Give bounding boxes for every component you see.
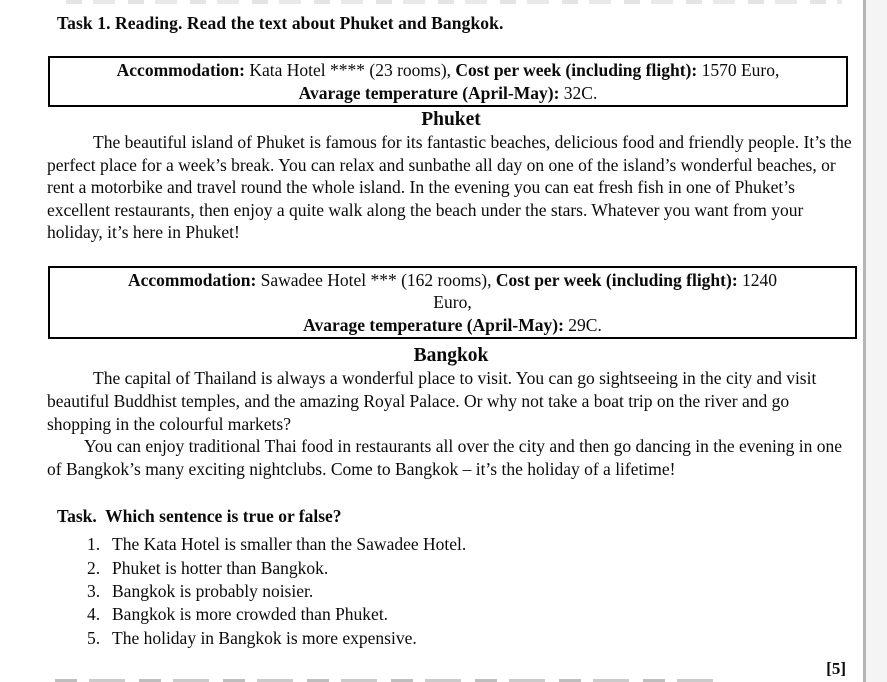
info-box-line — [52, 59, 844, 82]
task-item-text: The Kata Hotel is smaller than the Sawadee Hotel. — [112, 534, 467, 555]
info-box-line — [52, 269, 853, 292]
task-item-2 — [87, 557, 857, 580]
cost-label: Cost per week (including flight): — [495, 269, 738, 290]
task-question-heading: Task. Which sentence is true or false? — [57, 506, 342, 527]
accommodation-value: Kata Hotel **** (23 rooms), — [244, 60, 456, 80]
phuket-paragraph: The beautiful island of Phuket is famous for its fantastic beaches, delicious food and friendly people. It’s the perfect place for a week’s break. You can relax and sunbathe all day on one of the island’s wonderful beaches, or rent a motorbike and travel round the whole island. In the evening you can eat fresh fish in one of Phuket’s excellent restaurants, then enjoy a quite walk along the beach under the stars. Whatever you want from your holiday, it’s here in Phuket! — [47, 132, 852, 243]
task-item-text: Bangkok is more crowded than Phuket. — [112, 604, 389, 625]
temperature-value: 29C. — [563, 314, 602, 335]
info-box-line: Euro, — [433, 292, 472, 313]
task-item-number: 3. — [87, 581, 101, 602]
task-item-number: 5. — [87, 627, 101, 648]
cost-label: Cost per week (including flight): — [455, 60, 698, 80]
info-box-sawadee-hotel — [48, 266, 857, 340]
task-item-3 — [87, 580, 857, 603]
document-content — [47, 0, 857, 650]
cost-value: 1240 — [737, 269, 778, 290]
page-title: Task 1. Reading. Read the text about Phuket and Bangkok. — [57, 13, 504, 33]
temperature-label: Avarage temperature (April-May): — [303, 314, 564, 335]
task-item-number: 4. — [87, 604, 101, 625]
task-item-text: Phuket is hotter than Bangkok. — [112, 557, 329, 578]
app-background — [869, 0, 887, 682]
bangkok-paragraph-1: The capital of Thailand is always a wonderful place to visit. You can go sightseeing in the city and visit beautiful Buddhist temples, and the amazing Royal Palace. Or why not take a boat trip on the river and go shopping in the colourful markets? — [47, 368, 817, 434]
task-item-number: 1. — [87, 534, 101, 555]
section-heading-bangkok: Bangkok — [413, 345, 489, 367]
temperature-value: 32C. — [559, 82, 598, 103]
bangkok-paragraph-2: You can enjoy traditional Thai food in restaurants all over the city and then go dancing in the evening in one of Bangkok’s many exciting nightclubs. Come to Bangkok – it’s the holiday of a lifetime! — [47, 436, 842, 479]
task-item-text: Bangkok is probably noisier. — [112, 581, 314, 602]
info-box-kata-hotel — [48, 56, 848, 107]
accommodation-value: Sawadee Hotel *** (162 rooms), — [256, 269, 496, 290]
info-box-line — [52, 82, 844, 105]
task-item-text: The holiday in Bangkok is more expensive. — [112, 627, 417, 648]
task-item-number: 2. — [87, 557, 101, 578]
task-statement-list — [87, 533, 857, 649]
info-box-line — [52, 314, 853, 337]
cost-value: 1570 Euro, — [697, 60, 780, 80]
temperature-label: Avarage temperature (April-May): — [298, 82, 560, 103]
task-item-4 — [87, 603, 857, 626]
marks-badge: [5] — [826, 659, 846, 678]
accommodation-label: Accommodation: — [116, 60, 245, 80]
task-item-1 — [87, 533, 857, 556]
task-item-5 — [87, 627, 857, 650]
accommodation-label: Accommodation: — [127, 269, 257, 290]
section-heading-phuket: Phuket — [421, 109, 481, 130]
